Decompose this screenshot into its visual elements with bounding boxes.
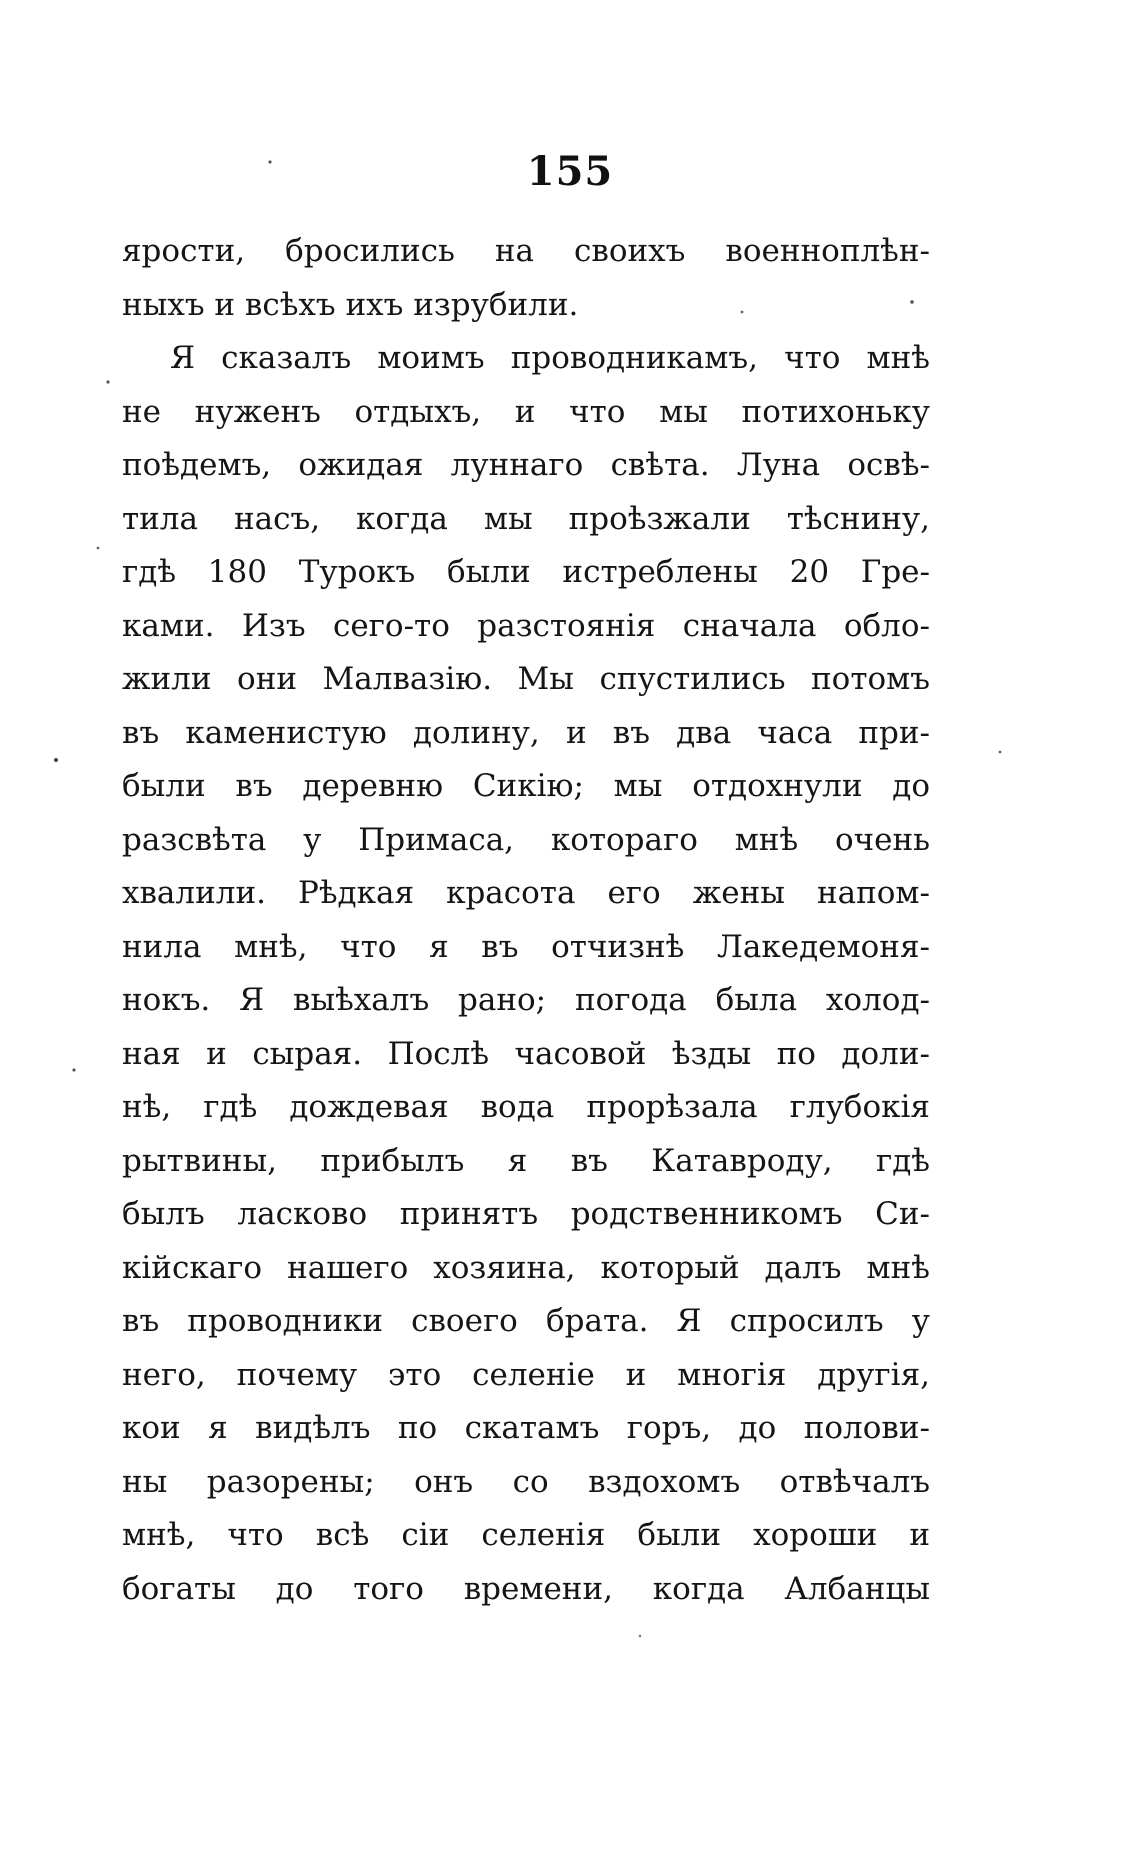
text-line: хвалили. Рѣдкая красота его жены напом- (122, 875, 930, 911)
body-text (122, 225, 930, 1616)
text-line: кои я видѣлъ по скатамъ горъ, до полови- (122, 1410, 930, 1446)
ink-speck (999, 751, 1002, 754)
text-line: былъ ласково принятъ родственникомъ Си- (122, 1196, 930, 1232)
text-line: богаты до того времени, когда Албанцы (122, 1570, 930, 1607)
text-line: ками. Изъ сего-то разстоянія сначала обло- (122, 607, 930, 644)
text-line: Я сказалъ моимъ проводникамъ, что мнѣ (170, 340, 930, 376)
text-line: гдѣ 180 Турокъ были истреблены 20 Гре- (122, 554, 930, 590)
text-line: ная и сырая. Послѣ часовой ѣзды по доли- (122, 1035, 930, 1072)
text-line: ны разорены; онъ со вздохомъ отвѣчалъ (122, 1463, 930, 1500)
ink-speck (106, 380, 109, 383)
text-line: разсвѣта у Примаса, котораго мнѣ очень (122, 821, 930, 858)
text-line: поѣдемъ, ожидая луннаго свѣта. Луна освѣ- (122, 447, 930, 483)
text-line: были въ деревню Сикію; мы отдохнули до (122, 768, 930, 804)
text-line: него, почему это селеніе и многія другія, (122, 1356, 930, 1393)
text-line: нокъ. Я выѣхалъ рано; погода была холод- (122, 982, 930, 1018)
ink-speck (97, 547, 100, 550)
ink-speck (639, 1635, 642, 1638)
text-line: ярости, бросились на своихъ военноплѣн- (122, 233, 930, 269)
ink-speck (54, 758, 58, 762)
text-line: мнѣ, что всѣ сіи селенія были хороши и (122, 1517, 930, 1553)
text-line: нила мнѣ, что я въ отчизнѣ Лакедемоня- (122, 928, 930, 965)
ink-speck (72, 1068, 75, 1071)
text-line: въ каменистую долину, и въ два часа при- (122, 714, 930, 751)
text-line: рытвины, прибылъ я въ Катавроду, гдѣ (122, 1142, 930, 1179)
text-line: тила насъ, когда мы проѣзжали тѣснину, (122, 500, 930, 537)
page-number: 155 (526, 148, 614, 195)
text-line: нѣ, гдѣ дождевая вода прорѣзала глубокія (122, 1089, 930, 1125)
text-line: кійскаго нашего хозяина, который далъ мнѣ (122, 1249, 930, 1286)
text-line: жили они Малвазію. Мы спустились потомъ (122, 661, 930, 697)
text-line: не нуженъ отдыхъ, и что мы потихоньку (122, 393, 930, 430)
text-line: ныхъ и всѣхъ ихъ изрубили. (122, 286, 579, 323)
text-line: въ проводники своего брата. Я спросилъ у (122, 1303, 930, 1339)
